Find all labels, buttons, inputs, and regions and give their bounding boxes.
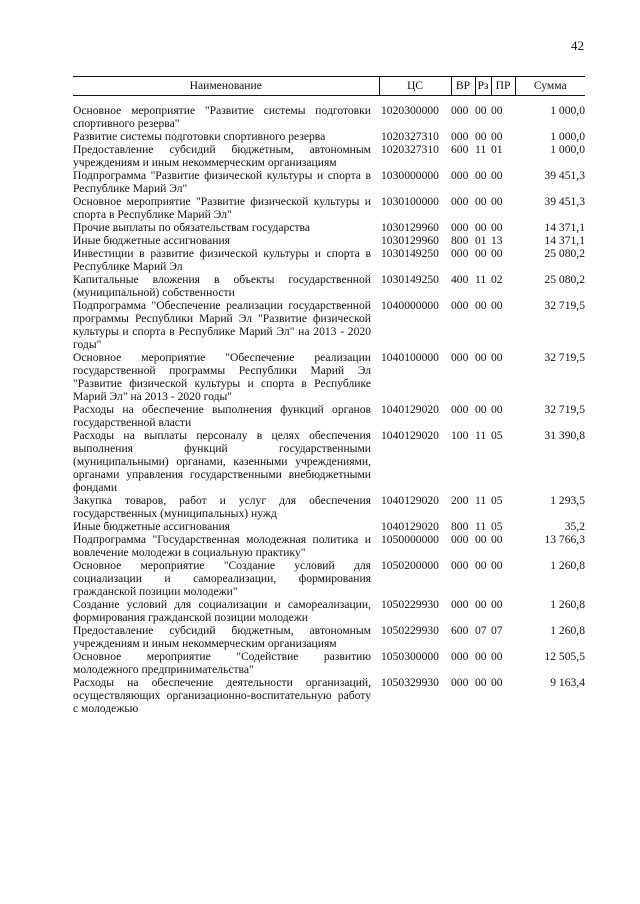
row-rz: 00 bbox=[475, 598, 487, 611]
row-name: Основное мероприятие "Развитие физической культуры и спорта в Республике Марий Эл" bbox=[73, 195, 371, 221]
row-code: 1020327310 bbox=[381, 130, 439, 143]
table-row bbox=[73, 195, 585, 221]
table-row bbox=[73, 403, 585, 429]
row-sum: 9 163,4 bbox=[550, 676, 585, 689]
row-vr: 000 bbox=[451, 247, 469, 260]
row-vr: 000 bbox=[451, 299, 469, 312]
row-name: Расходы на выплаты персоналу в целях обеспечения выполнения функций государственными (муниципальными) органами, казенными учреждениями, органами управления государственными внебюджетными фондами bbox=[73, 429, 371, 494]
table-row bbox=[73, 676, 585, 715]
row-rz: 00 bbox=[475, 195, 487, 208]
row-code: 1050200000 bbox=[381, 559, 439, 572]
row-vr: 000 bbox=[451, 195, 469, 208]
row-code: 1030100000 bbox=[381, 195, 439, 208]
row-sum: 1 260,8 bbox=[550, 559, 585, 572]
row-sum: 1 000,0 bbox=[550, 104, 585, 117]
row-pr: 07 bbox=[491, 624, 503, 637]
row-vr: 600 bbox=[451, 624, 469, 637]
table-row bbox=[73, 130, 585, 143]
row-code: 1030149250 bbox=[381, 247, 439, 260]
row-pr: 05 bbox=[491, 494, 503, 507]
row-sum: 32 719,5 bbox=[544, 351, 585, 364]
row-code: 1050229930 bbox=[381, 624, 439, 637]
row-sum: 25 080,2 bbox=[544, 273, 585, 286]
table-row bbox=[73, 650, 585, 676]
row-rz: 11 bbox=[475, 494, 487, 507]
row-pr: 00 bbox=[491, 104, 503, 117]
row-pr: 05 bbox=[491, 520, 503, 533]
row-pr: 00 bbox=[491, 351, 503, 364]
row-sum: 13 766,3 bbox=[544, 533, 585, 546]
row-name: Расходы на обеспечение деятельности организаций, осуществляющих организационно-воспитательную работу с молодежью bbox=[73, 676, 371, 715]
row-sum: 1 293,5 bbox=[550, 494, 585, 507]
row-code: 1050300000 bbox=[381, 650, 439, 663]
row-code: 1050229930 bbox=[381, 598, 439, 611]
row-vr: 000 bbox=[451, 221, 469, 234]
row-rz: 00 bbox=[475, 403, 487, 416]
row-code: 1050000000 bbox=[381, 533, 439, 546]
row-pr: 00 bbox=[491, 299, 503, 312]
row-sum: 12 505,5 bbox=[544, 650, 585, 663]
row-rz: 00 bbox=[475, 351, 487, 364]
row-rz: 01 bbox=[475, 234, 487, 247]
header-vr: ВР bbox=[451, 77, 475, 96]
row-sum: 1 000,0 bbox=[550, 143, 585, 156]
row-name: Основное мероприятие "Обеспечение реализации государственной программы Республики Марий Эл "Развитие физической культуры и спорта в Республике Марий Эл" на 2013 - 2020 годы" bbox=[73, 351, 371, 403]
row-rz: 11 bbox=[475, 520, 487, 533]
table-row bbox=[73, 520, 585, 533]
row-code: 1040129020 bbox=[381, 403, 439, 416]
header-pr: ПР bbox=[491, 77, 515, 96]
row-name: Иные бюджетные ассигнования bbox=[73, 520, 230, 533]
row-sum: 32 719,5 bbox=[544, 299, 585, 312]
row-code: 1020327310 bbox=[381, 143, 439, 156]
table-row bbox=[73, 169, 585, 195]
row-vr: 200 bbox=[451, 494, 469, 507]
header-sum: Сумма bbox=[515, 77, 585, 96]
row-code: 1030129960 bbox=[381, 234, 439, 247]
row-pr: 00 bbox=[491, 676, 503, 689]
row-vr: 000 bbox=[451, 403, 469, 416]
row-vr: 100 bbox=[451, 429, 469, 442]
row-name: Прочие выплаты по обязательствам государства bbox=[73, 221, 310, 234]
row-sum: 31 390,8 bbox=[544, 429, 585, 442]
row-vr: 800 bbox=[451, 520, 469, 533]
row-sum: 25 080,2 bbox=[544, 247, 585, 260]
row-pr: 00 bbox=[491, 169, 503, 182]
row-sum: 35,2 bbox=[564, 520, 585, 533]
table-row bbox=[73, 559, 585, 598]
table-row bbox=[73, 533, 585, 559]
row-vr: 000 bbox=[451, 130, 469, 143]
row-rz: 00 bbox=[475, 104, 487, 117]
row-pr: 05 bbox=[491, 429, 503, 442]
row-rz: 11 bbox=[475, 143, 487, 156]
header-rz: Рз bbox=[475, 77, 491, 96]
row-pr: 13 bbox=[491, 234, 503, 247]
table-row bbox=[73, 351, 585, 403]
row-vr: 000 bbox=[451, 169, 469, 182]
table-row bbox=[73, 143, 585, 169]
table-row bbox=[73, 429, 585, 494]
row-pr: 00 bbox=[491, 559, 503, 572]
row-vr: 600 bbox=[451, 143, 469, 156]
row-vr: 800 bbox=[451, 234, 469, 247]
row-name: Подпрограмма "Государственная молодежная политика и вовлечение молодежи в социальную практику" bbox=[73, 533, 371, 559]
table-row bbox=[73, 104, 585, 130]
row-vr: 000 bbox=[451, 559, 469, 572]
row-rz: 00 bbox=[475, 247, 487, 260]
row-sum: 39 451,3 bbox=[544, 195, 585, 208]
row-code: 1040129020 bbox=[381, 429, 439, 442]
row-pr: 00 bbox=[491, 403, 503, 416]
row-rz: 11 bbox=[475, 429, 487, 442]
row-name: Предоставление субсидий бюджетным, автономным учреждениям и иным некоммерческим организациям bbox=[73, 624, 371, 650]
table-row bbox=[73, 247, 585, 273]
row-code: 1030149250 bbox=[381, 273, 439, 286]
row-rz: 00 bbox=[475, 676, 487, 689]
row-name: Расходы на обеспечение выполнения функций органов государственной власти bbox=[73, 403, 371, 429]
row-rz: 00 bbox=[475, 169, 487, 182]
row-name: Подпрограмма "Обеспечение реализации государственной программы Республики Марий Эл "Развитие физической культуры и спорта в Республике Марий Эл" на 2013 - 2020 годы" bbox=[73, 299, 371, 351]
row-vr: 000 bbox=[451, 351, 469, 364]
row-vr: 400 bbox=[451, 273, 469, 286]
table-row bbox=[73, 624, 585, 650]
row-sum: 14 371,1 bbox=[544, 221, 585, 234]
row-pr: 00 bbox=[491, 533, 503, 546]
row-name: Подпрограмма "Развитие физической культуры и спорта в Республике Марий Эл" bbox=[73, 169, 371, 195]
row-pr: 00 bbox=[491, 598, 503, 611]
table-row bbox=[73, 221, 585, 234]
row-pr: 00 bbox=[491, 130, 503, 143]
row-code: 1040000000 bbox=[381, 299, 439, 312]
row-pr: 02 bbox=[491, 273, 503, 286]
budget-table bbox=[73, 76, 585, 715]
row-rz: 00 bbox=[475, 559, 487, 572]
row-rz: 00 bbox=[475, 533, 487, 546]
row-code: 1040129020 bbox=[381, 494, 439, 507]
row-name: Капитальные вложения в объекты государственной (муниципальной) собственности bbox=[73, 273, 371, 299]
row-sum: 14 371,1 bbox=[544, 234, 585, 247]
table-row bbox=[73, 299, 585, 351]
table-row bbox=[73, 234, 585, 247]
row-name: Основное мероприятие "Развитие системы подготовки спортивного резерва" bbox=[73, 104, 371, 130]
row-pr: 00 bbox=[491, 221, 503, 234]
row-name: Закупка товаров, работ и услуг для обеспечения государственных (муниципальных) нужд bbox=[73, 494, 371, 520]
row-sum: 39 451,3 bbox=[544, 169, 585, 182]
table-header-row bbox=[73, 77, 585, 96]
table-row bbox=[73, 273, 585, 299]
row-rz: 00 bbox=[475, 130, 487, 143]
row-sum: 1 260,8 bbox=[550, 624, 585, 637]
row-sum: 32 719,5 bbox=[544, 403, 585, 416]
row-code: 1050329930 bbox=[381, 676, 439, 689]
row-rz: 07 bbox=[475, 624, 487, 637]
row-vr: 000 bbox=[451, 104, 469, 117]
row-rz: 00 bbox=[475, 650, 487, 663]
row-rz: 11 bbox=[475, 273, 487, 286]
row-pr: 00 bbox=[491, 195, 503, 208]
row-name: Инвестиции в развитие физической культуры и спорта в Республике Марий Эл bbox=[73, 247, 371, 273]
header-code: ЦС bbox=[379, 77, 451, 96]
row-vr: 000 bbox=[451, 676, 469, 689]
row-code: 1040100000 bbox=[381, 351, 439, 364]
row-pr: 00 bbox=[491, 247, 503, 260]
row-code: 1030000000 bbox=[381, 169, 439, 182]
row-vr: 000 bbox=[451, 650, 469, 663]
row-code: 1020300000 bbox=[381, 104, 439, 117]
row-pr: 01 bbox=[491, 143, 503, 156]
row-name: Иные бюджетные ассигнования bbox=[73, 234, 230, 247]
row-sum: 1 000,0 bbox=[550, 130, 585, 143]
row-name: Основное мероприятие "Содействие развитию молодежного предпринимательства" bbox=[73, 650, 371, 676]
row-name: Предоставление субсидий бюджетным, автономным учреждениям и иным некоммерческим организациям bbox=[73, 143, 371, 169]
header-name: Наименование bbox=[73, 77, 379, 96]
row-code: 1040129020 bbox=[381, 520, 439, 533]
row-name: Развитие системы подготовки спортивного резерва bbox=[73, 130, 326, 143]
row-sum: 1 260,8 bbox=[550, 598, 585, 611]
row-code: 1030129960 bbox=[381, 221, 439, 234]
row-vr: 000 bbox=[451, 598, 469, 611]
row-name: Основное мероприятие "Создание условий для социализации и самореализации, формирования гражданской позиции молодежи" bbox=[73, 559, 371, 598]
table-row bbox=[73, 494, 585, 520]
row-vr: 000 bbox=[451, 533, 469, 546]
row-rz: 00 bbox=[475, 221, 487, 234]
row-name: Создание условий для социализации и самореализации, формирования гражданской позиции молодежи bbox=[73, 598, 371, 624]
row-rz: 00 bbox=[475, 299, 487, 312]
row-pr: 00 bbox=[491, 650, 503, 663]
table-row bbox=[73, 598, 585, 624]
page-number: 42 bbox=[571, 38, 584, 53]
